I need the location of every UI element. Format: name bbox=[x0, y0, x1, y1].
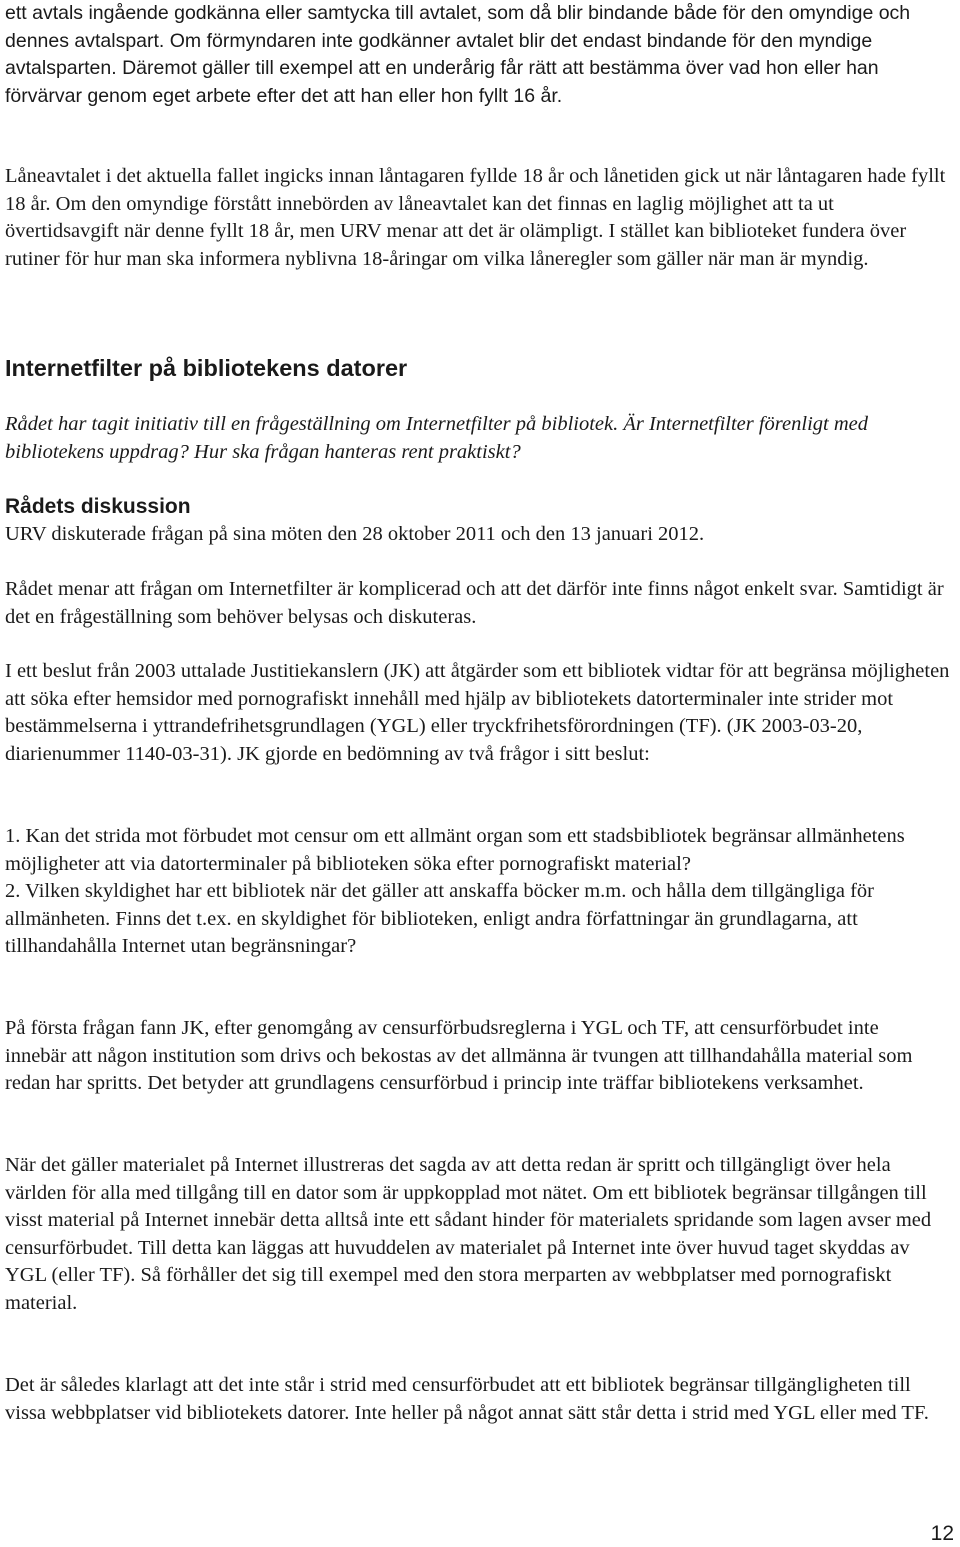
conclusion-paragraph: Det är således klarlagt att det inte står i strid med censurförbudet att ett bibliotek begränsar tillgängligheten till vissa webbplatser vid bibliotekets datorer. Inte heller på något annat sätt står detta i strid med YGL eller med TF. bbox=[5, 1374, 929, 1424]
section-heading: Internetfilter på bibliotekens datorer bbox=[5, 355, 408, 381]
question-paragraph: Rådet har tagit initiativ till en frågeställning om Internetfilter på bibliotek. Är Internetfilter förenligt med bibliotekens uppdrag? Hur ska frågan hanteras rent praktiskt? bbox=[5, 413, 868, 463]
discussion-heading: Rådets diskussion bbox=[5, 495, 191, 518]
list-item: 2. Vilken skyldighet har ett bibliotek när det gäller att anskaffa böcker m.m. och hålla dem tillgängliga för allmänheten. Finns det t.ex. en skyldighet för biblioteken, enligt andra författningar än grundlagarna, att tillhandahålla Internet utan begränsningar? bbox=[5, 880, 875, 958]
intro-paragraph: ett avtals ingående godkänna eller samtycka till avtalet, som då blir bindande både för den omyndige och dennes avtalspart. Om förmyndaren inte godkänner avtalet blir det endast bindande för den myndige avtalsparten. Däremot gäller till exempel att en underårig får rätt att bestämma över vad hon eller han förvärvar genom eget arbete efter det att han eller hon fyllt 16 år. bbox=[5, 2, 911, 107]
jk-decision-paragraph: I ett beslut från 2003 uttalade Justitiekanslern (JK) att åtgärder som ett bibliotek vidtar för att begränsa möjligheten att söka efter hemsidor med pornografiskt innehåll med hjälp av bibliotekets datorterminaler inte strider mot bestämmelserna i yttrandefrihetsgrundlagen (YGL) eller tryckfrihetsförordningen (TF). (JK 2003-03-20, diarienummer 1140-03-31). JK gjorde en bedömning av två frågor i sitt beslut: bbox=[5, 660, 950, 765]
page-number: 12 bbox=[930, 1522, 954, 1545]
complicated-paragraph: Rådet menar att frågan om Internetfilter är komplicerad och att det därför inte finns något enkelt svar. Samtidigt är det en frågeställning som behöver belysas och diskuteras. bbox=[5, 578, 944, 628]
internet-material-paragraph: När det gäller materialet på Internet illustreras det sagda av att detta redan är spritt och tillgängligt över hela världen för alla med tillgång till en dator som är uppkopplad mot nätet. Om ett bibliotek begränsar tillgången till visst material på Internet innebär detta alltså inte ett sådant hinder för materialets spridande som lagen avser med censurförbudet. Till detta kan läggas att huvuddelen av materialet på Internet inte över huvud taget skyddas av YGL (eller TF). Så förhåller det sig till exempel med den stora merparten av webbplatser med pornografiskt material. bbox=[5, 1154, 932, 1314]
questions-list bbox=[5, 823, 905, 961]
list-item: 1. Kan det strida mot förbudet mot censur om ett allmänt organ som ett stadsbibliotek begränsar allmänhetens möjligheter att via datorterminaler på biblioteken söka efter pornografiskt material? bbox=[5, 825, 905, 875]
first-answer-paragraph: På första frågan fann JK, efter genomgång av censurförbudsreglerna i YGL och TF, att censurförbudet inte innebär att någon institution som drivs och bekostas av det allmänna är tvungen att tillhandahålla material som redan har spritts. Det betyder att grundlagens censurförbud i princip inte träffar bibliotekens verksamhet. bbox=[5, 1017, 913, 1095]
loan-paragraph: Låneavtalet i det aktuella fallet ingicks innan låntagaren fyllde 18 år och lånetiden gick ut när låntagaren hade fyllt 18 år. Om den omyndige förstått innebörden av låneavtalet kan det finnas en laglig möjlighet att ta ut övertidsavgift när denne fyllt 18 år, men URV menar att det är olämpligt. I stället kan biblioteket fundera över rutiner för hur man ska informera nyblivna 18-åringar om vilka låneregler som gäller när man är myndig. bbox=[5, 165, 946, 270]
meeting-paragraph: URV diskuterade frågan på sina möten den 28 oktober 2011 och den 13 januari 2012. bbox=[5, 523, 705, 545]
